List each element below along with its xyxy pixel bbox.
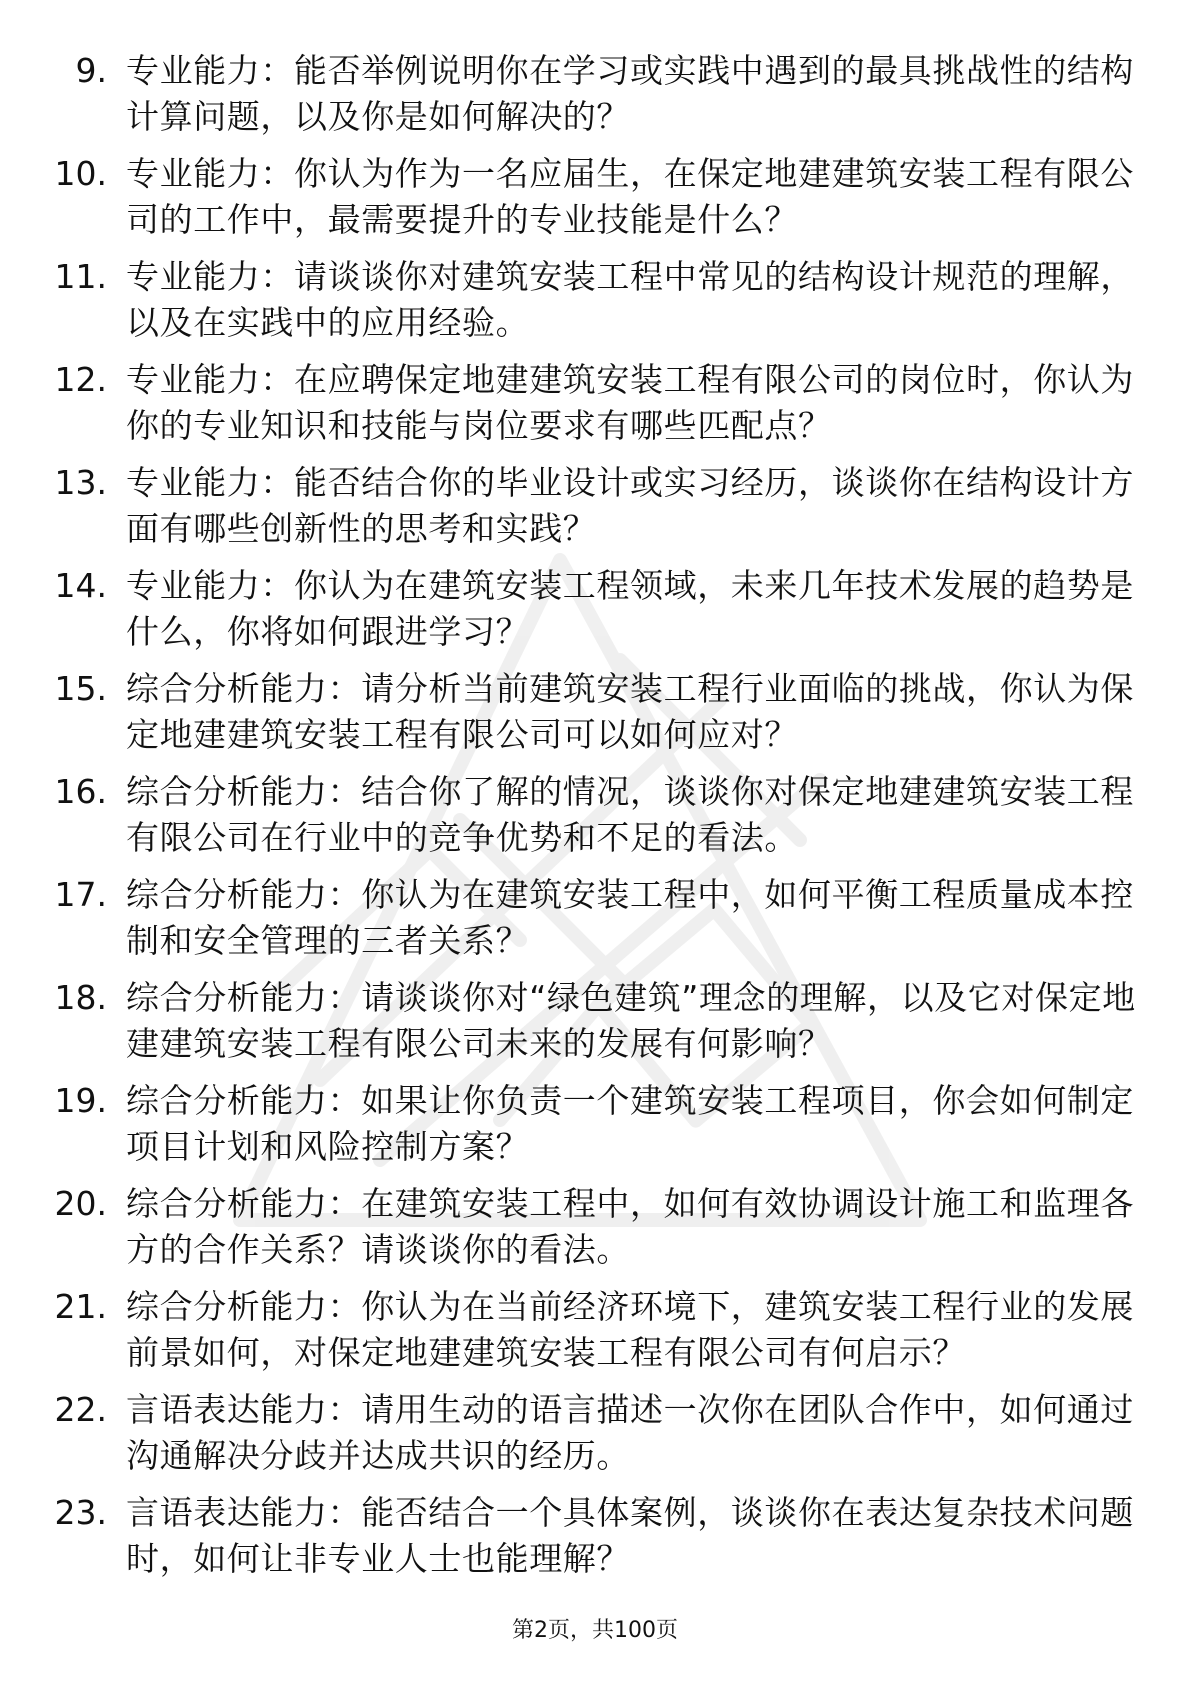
page-footer: 第2页，共100页 [512,1618,678,1643]
question-item [0,151,1190,254]
question-number: 9. [75,51,107,90]
question-number: 12. [54,360,107,399]
question-item [0,872,1190,975]
question-item [0,48,1190,151]
question-item [0,1284,1190,1387]
question-text: 言语表达能力：能否结合一个具体案例，谈谈你在表达复杂技术问题时，如何让非专业人士也能理解？ [126,1493,1134,1578]
question-number: 18. [54,978,107,1017]
question-text: 专业能力：在应聘保定地建建筑安装工程有限公司的岗位时，你认为你的专业知识和技能与岗位要求有哪些匹配点？ [126,360,1134,445]
question-text: 综合分析能力：你认为在建筑安装工程中，如何平衡工程质量成本控制和安全管理的三者关系？ [126,875,1134,960]
question-text: 专业能力：请谈谈你对建筑安装工程中常见的结构设计规范的理解，以及在实践中的应用经验。 [126,257,1134,342]
question-item [0,460,1190,563]
question-number: 21. [54,1287,107,1326]
question-number: 17. [54,875,107,914]
question-text: 综合分析能力：如果让你负责一个建筑安装工程项目，你会如何制定项目计划和风险控制方案？ [126,1081,1134,1166]
question-list [0,48,1190,1593]
question-item [0,666,1190,769]
question-text: 综合分析能力：请谈谈你对“绿色建筑”理念的理解，以及它对保定地建建筑安装工程有限公司未来的发展有何影响？ [126,978,1136,1063]
question-number: 19. [54,1081,107,1120]
question-text: 综合分析能力：你认为在当前经济环境下，建筑安装工程行业的发展前景如何，对保定地建建筑安装工程有限公司有何启示？ [126,1287,1134,1372]
question-item [0,357,1190,460]
question-item [0,254,1190,357]
question-number: 20. [54,1184,107,1223]
question-text: 专业能力：你认为作为一名应届生，在保定地建建筑安装工程有限公司的工作中，最需要提升的专业技能是什么？ [126,154,1134,239]
question-text: 言语表达能力：请用生动的语言描述一次你在团队合作中，如何通过沟通解决分歧并达成共识的经历。 [126,1390,1134,1475]
question-text: 专业能力：能否结合你的毕业设计或实习经历，谈谈你在结构设计方面有哪些创新性的思考和实践？ [126,463,1134,548]
question-text: 综合分析能力：结合你了解的情况，谈谈你对保定地建建筑安装工程有限公司在行业中的竞争优势和不足的看法。 [126,772,1134,857]
question-item [0,1078,1190,1181]
question-text: 专业能力：能否举例说明你在学习或实践中遇到的最具挑战性的结构计算问题，以及你是如何解决的？ [126,51,1134,136]
question-number: 15. [54,669,107,708]
question-item [0,975,1190,1078]
question-text: 综合分析能力：在建筑安装工程中，如何有效协调设计施工和监理各方的合作关系？请谈谈你的看法。 [126,1184,1134,1269]
question-text: 综合分析能力：请分析当前建筑安装工程行业面临的挑战，你认为保定地建建筑安装工程有限公司可以如何应对？ [126,669,1134,754]
question-text: 专业能力：你认为在建筑安装工程领域，未来几年技术发展的趋势是什么，你将如何跟进学习？ [126,566,1134,651]
question-item [0,769,1190,872]
question-item [0,1490,1190,1593]
question-number: 11. [54,257,107,296]
question-number: 13. [54,463,107,502]
question-number: 16. [54,772,107,811]
question-item [0,1181,1190,1284]
question-number: 23. [54,1493,107,1532]
question-item [0,563,1190,666]
question-number: 14. [54,566,107,605]
question-number: 22. [54,1390,107,1429]
question-number: 10. [54,154,107,193]
question-item [0,1387,1190,1490]
